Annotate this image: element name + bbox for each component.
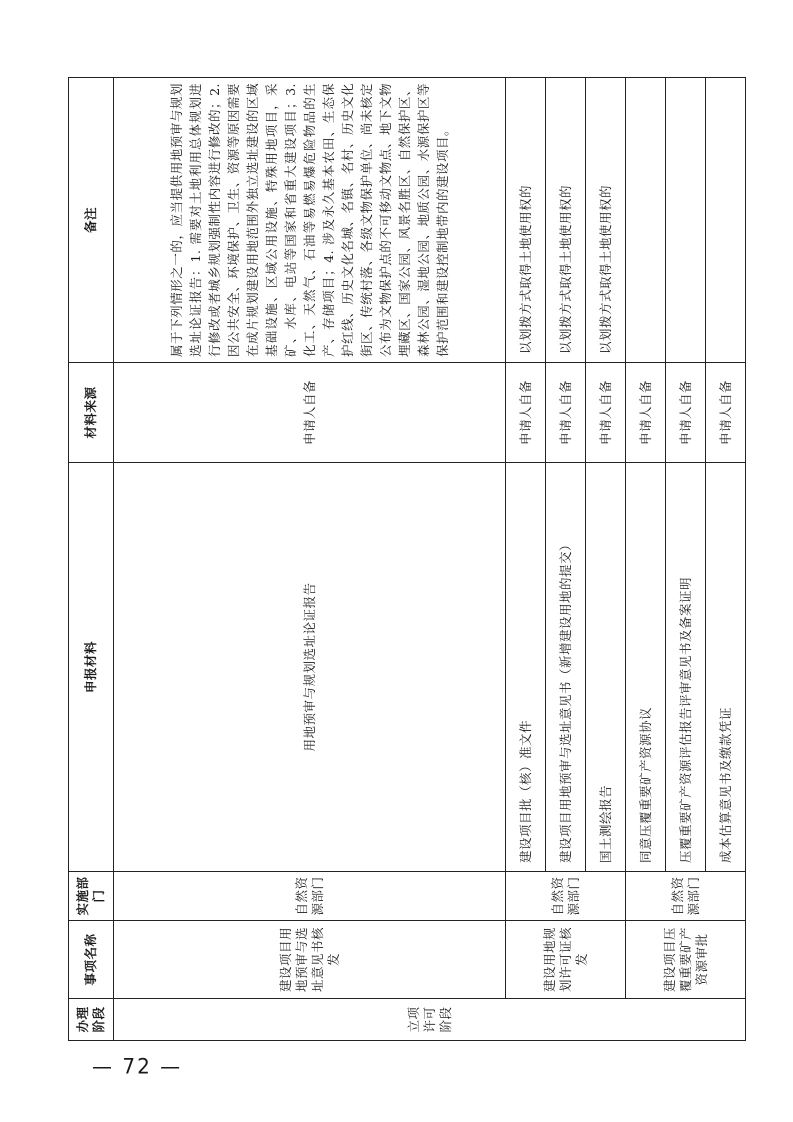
stage-cell: 立项许可阶段 (114, 999, 746, 1041)
page-number: — 72 — (92, 1053, 183, 1079)
item-cell: 建设项目用地预审与选址意见书核发 (114, 921, 506, 999)
dept-cell: 自然资源部门 (506, 872, 626, 921)
note-cell: 以划拨方式取得土地使用权的 (586, 78, 626, 363)
header-row (69, 78, 114, 1041)
header-item: 事项名称 (69, 921, 114, 999)
item-cell: 建设用地规划许可证核发 (506, 921, 626, 999)
note-cell (666, 78, 706, 363)
material-cell: 建设项目批（核）准文件 (506, 463, 546, 872)
note-cell: 以划拨方式取得土地使用权的 (546, 78, 586, 363)
table-row (506, 78, 546, 1041)
material-cell: 建设项目用地预审与选址意见书（新增建设用地的提交） (546, 463, 586, 872)
source-cell: 申请人自备 (586, 363, 626, 463)
source-cell: 申请人自备 (506, 363, 546, 463)
note-cell (626, 78, 666, 363)
material-cell: 成本估算意见书及缴款凭证 (706, 463, 746, 872)
note-cell: 属于下列情形之一的，应当提供用地预审与规划选址论证报告：1. 需要对土地利用总体规划进行修改或者城乡规划强制性内容进行修改的；2. 因公共安全、环境保护、卫生、资源等原因需要在成片规划建设用地范围外独立选址建设的区域基础设施、区域公用设施、特殊用地项目，采矿、水库、电站等国家和省重大建设项目；3. 化工、天然气、石油等易燃易爆危险物品的生产、存储项目；4. 涉及永久基本农田、生态保护红线、历史文化名城、名镇、名村、历史文化街区、传统村落、各级文物保护单位、尚未核定公布为文物保护点的不可移动文物点、地下文物埋藏区、国家公园、风景名胜区、自然保护区、森林公园、湿地公园、地质公园、水源保护区等保护范围和建设控制地带内的建设项目。 (114, 78, 506, 363)
item-cell: 建设项目压覆重要矿产资源审批 (626, 921, 746, 999)
source-cell: 申请人自备 (666, 363, 706, 463)
material-cell: 压覆重要矿产资源评估报告评审意见书及备案证明 (666, 463, 706, 872)
dept-cell: 自然资源部门 (114, 872, 506, 921)
header-source: 材料来源 (69, 363, 114, 463)
source-cell: 申请人自备 (626, 363, 666, 463)
dept-cell: 自然资源部门 (626, 872, 746, 921)
source-cell: 申请人自备 (114, 363, 506, 463)
header-notes: 备注 (69, 78, 114, 363)
table-row (626, 78, 666, 1041)
header-dept: 实施部门 (69, 872, 114, 921)
note-cell (706, 78, 746, 363)
source-cell: 申请人自备 (546, 363, 586, 463)
header-stage: 办理阶段 (69, 999, 114, 1041)
table-row (114, 78, 506, 1041)
rotated-table-wrapper (68, 78, 733, 1041)
header-materials: 申报材料 (69, 463, 114, 872)
note-cell: 以划拨方式取得土地使用权的 (506, 78, 546, 363)
material-cell: 同意压覆重要矿产资源协议 (626, 463, 666, 872)
approval-materials-table (68, 77, 746, 1041)
material-cell: 用地预审与规划选址论证报告 (114, 463, 506, 872)
material-cell: 国土测绘报告 (586, 463, 626, 872)
source-cell: 申请人自备 (706, 363, 746, 463)
